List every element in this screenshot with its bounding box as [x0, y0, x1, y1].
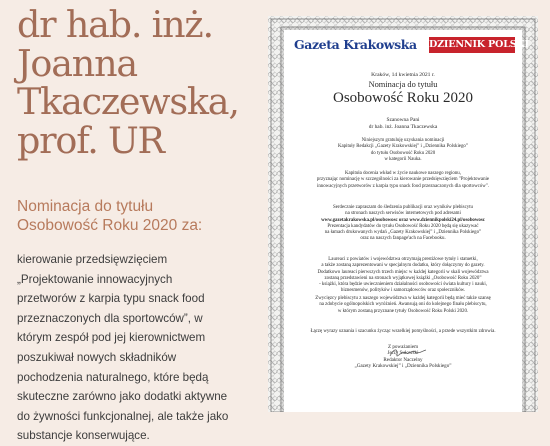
certificate-paragraph-1 [288, 138, 518, 163]
newspaper-masthead [294, 37, 529, 53]
description-line: którym zespół pod jej kierownictwem [17, 331, 206, 345]
certificate-title: Osobowość Roku 2020 [332, 90, 473, 106]
nomination-description [17, 250, 267, 446]
description-line: „Projektowanie innowacyjnych [17, 272, 173, 286]
description-line: substancje konserwujące. [17, 429, 150, 443]
paragraph-line: Łączę wyrazy uznania i szacunku życząc wszelkiej pomyślności, a przede wszystkim zdrowia. [310, 329, 496, 334]
description-line: pochodzenia naturalnego, które będą [17, 370, 209, 384]
description-line: kierowanie przedsięwzięciem [17, 253, 168, 266]
paragraph-line: oraz na naszych fanpage'ach na Facebooku. [360, 236, 446, 242]
greeting-line: dr hab. inż. Joanna Tkaczewska [368, 124, 438, 130]
signature-line: „Gazety Krakowskiej” i „Dziennika Polskiego” [354, 362, 452, 369]
subtitle-line: Osobowość Roku 2020 za: [17, 217, 203, 234]
signature-line: Redaktor Naczelny [383, 356, 423, 363]
certificate-paragraph-5 [288, 296, 518, 315]
paragraph-line: Kapituła docenia wkład w życie naukowe naszego regionu, [345, 171, 461, 176]
certificate-paragraph-2 [288, 171, 518, 190]
paragraph-line: na zdobycie ogólnopolskich wyróżnień. Awansują oni do kolejnego finału plebiscytu, [319, 302, 487, 308]
paragraph-line: Niniejszym gratuluję uzyskania nominacji [361, 138, 445, 143]
signature-line: Jerzy Sułowski [387, 350, 419, 357]
gazeta-krakowska-logo: Gazeta Krakowska [294, 37, 417, 52]
certificate-date: Kraków, 14 kwietnia 2021 r. [371, 72, 435, 78]
paragraph-line: - książki, która będzie uwiecznieniem działalności osobowości świata kultury i nauki, [319, 282, 487, 288]
certificate-paragraph-3 [288, 205, 518, 243]
paragraph-line: Laureaci z powiatów i województwa otrzymają prestiżowe tytuły i statuetki, [328, 257, 478, 262]
certificate-greeting [288, 117, 518, 131]
dziennik-polski-logo: DZIENNIK POLSKI [429, 37, 515, 53]
website-links: www.gazetakrakowska.pl/osobowosc oraz www.dziennikpolski24.pl/osobowosc [321, 217, 485, 223]
paragraph-line: biznesmenów, polityków i samorządowców oraz społeczników. [340, 288, 466, 294]
paragraph-line: w kategorii Nauka. [384, 156, 422, 162]
name-line: prof. UR [17, 118, 164, 162]
description-line: skuteczne zarówno jako dodatki aktywne [17, 390, 228, 404]
certificate-paragraph-4 [288, 257, 518, 295]
name-line: Tkaczewska, [17, 80, 239, 123]
paragraph-line: Kapituły Redakcji „Gazety Krakowskiej” i „Dziennika Polskiego” [337, 144, 469, 150]
certificate-paragraph-6 [288, 329, 518, 335]
name-line: Joanna [17, 41, 137, 85]
paragraph-line: Serdecznie zapraszam do śledzenia publikacji oraz wyników plebiscytu [332, 205, 473, 210]
certificate-content [284, 30, 529, 412]
greeting-line: Szanowna Pani [386, 117, 420, 123]
person-name-heading [17, 3, 268, 162]
paragraph-line: w którym zostaną przyznane tytuły Osobowość Roku Polski 2020. [337, 308, 469, 314]
paragraph-line: przyznając nominację w szczególności za kierowanie przedsięwzięciem "Projektowanie [316, 177, 490, 183]
certificate-nomination: Nominacja do tytułu [368, 80, 438, 89]
nomination-certificate [268, 16, 538, 412]
nomination-subtitle [17, 197, 268, 235]
paragraph-line: a także zostaną zaprezentowani w specjalnym dodatku, który dołączymy do gazety. [321, 263, 485, 269]
description-line: przetworów z karpia typu snack food [17, 292, 205, 306]
paragraph-line: Zwycięzcy plebiscytu z naszego województwa w każdej kategorii będą mieć także szansę [315, 296, 491, 301]
name-line: dr hab. inż. [17, 3, 213, 46]
paragraph-line: zostaną przedstawieni na stronach wyjątkowej książki „Osobowość Roku 2020” [324, 275, 482, 281]
paragraph-line: na łamach drukowanych wydań „Gazety Krakowskiej” i „Dziennika Polskiego” [324, 230, 482, 236]
subtitle-line: Nominacja do tytułu [17, 198, 154, 215]
paragraph-line: na stronach naszych serwisów internetowych pod adresami [345, 211, 461, 217]
left-panel [0, 0, 268, 443]
handwritten-signature [388, 346, 428, 360]
paragraph-line: Prezentacja kandydatów do tytułu Osobowość Roku 2020 będą się ukazywać [327, 223, 479, 229]
paragraph-line: innowacyjnych przetworów z karpia typu snack food przeznaczonych dla sportowców". [316, 183, 490, 189]
paragraph-line: Dodatkowo laureaci pierwszych trzech miejsc w każdej kategorii w skali województwa [317, 269, 489, 275]
paragraph-line: do tytułu Osobowość Roku 2020 [370, 150, 436, 156]
description-line: przeznaczonych dla sportowców”, w [17, 311, 203, 325]
description-line: poszukiwał nowych składników [17, 350, 177, 364]
signature-line: Z poważaniem [387, 344, 419, 350]
description-line: do żywności funkcjonalnej, ale także jako [17, 409, 229, 423]
